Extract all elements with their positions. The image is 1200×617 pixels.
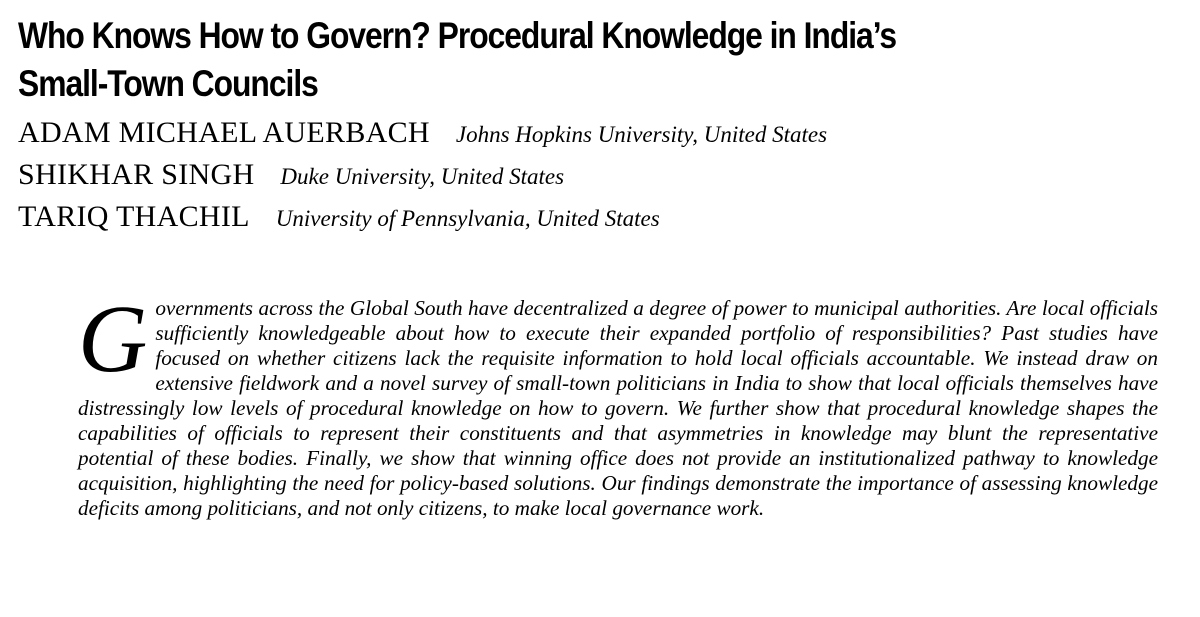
abstract-text: overnments across the Global South have decentralized a degree of power to municipal authorities. Are local officials sufficiently knowledgeable about how to execute their expanded portfolio of responsibilities? Past studies have focused on whether citizens lack the requisite information to hold local officials accountable. We instead draw on extensive fieldwork and a novel survey of small-town politicians in India to show that local officials themselves have distressingly low levels of procedural knowledge on how to govern. We further show that procedural knowledge shapes the capabilities of officials to represent their constituents and that asymmetries in knowledge may blunt the representative potential of these bodies. Finally, we show that winning office does not provide an institutionalized pathway to knowledge acquisition, highlighting the need for policy-based solutions. Our findings demonstrate the importance of assessing knowledge deficits among politicians, and not only citizens, to make local governance work.	[78, 296, 1158, 520]
abstract	[78, 285, 1158, 521]
author-affiliation: Johns Hopkins University, United States	[455, 122, 828, 147]
author-affiliation: Duke University, United States	[280, 164, 565, 189]
author-entry	[18, 112, 827, 154]
author-list	[18, 112, 827, 238]
author-entry	[18, 196, 827, 238]
author-affiliation: University of Pennsylvania, United States	[275, 206, 660, 231]
article-title-line-1: Who Knows How to Govern? Procedural Knowledge in India’s	[18, 15, 897, 56]
article-title-line-2: Small-Town Councils	[18, 63, 318, 104]
author-name: TARIQ THACHIL	[18, 200, 250, 233]
author-name: ADAM MICHAEL AUERBACH	[18, 116, 430, 149]
abstract-drop-cap: G	[78, 285, 148, 392]
author-entry	[18, 154, 827, 196]
article-title	[18, 12, 1024, 108]
author-name: SHIKHAR SINGH	[18, 158, 255, 191]
